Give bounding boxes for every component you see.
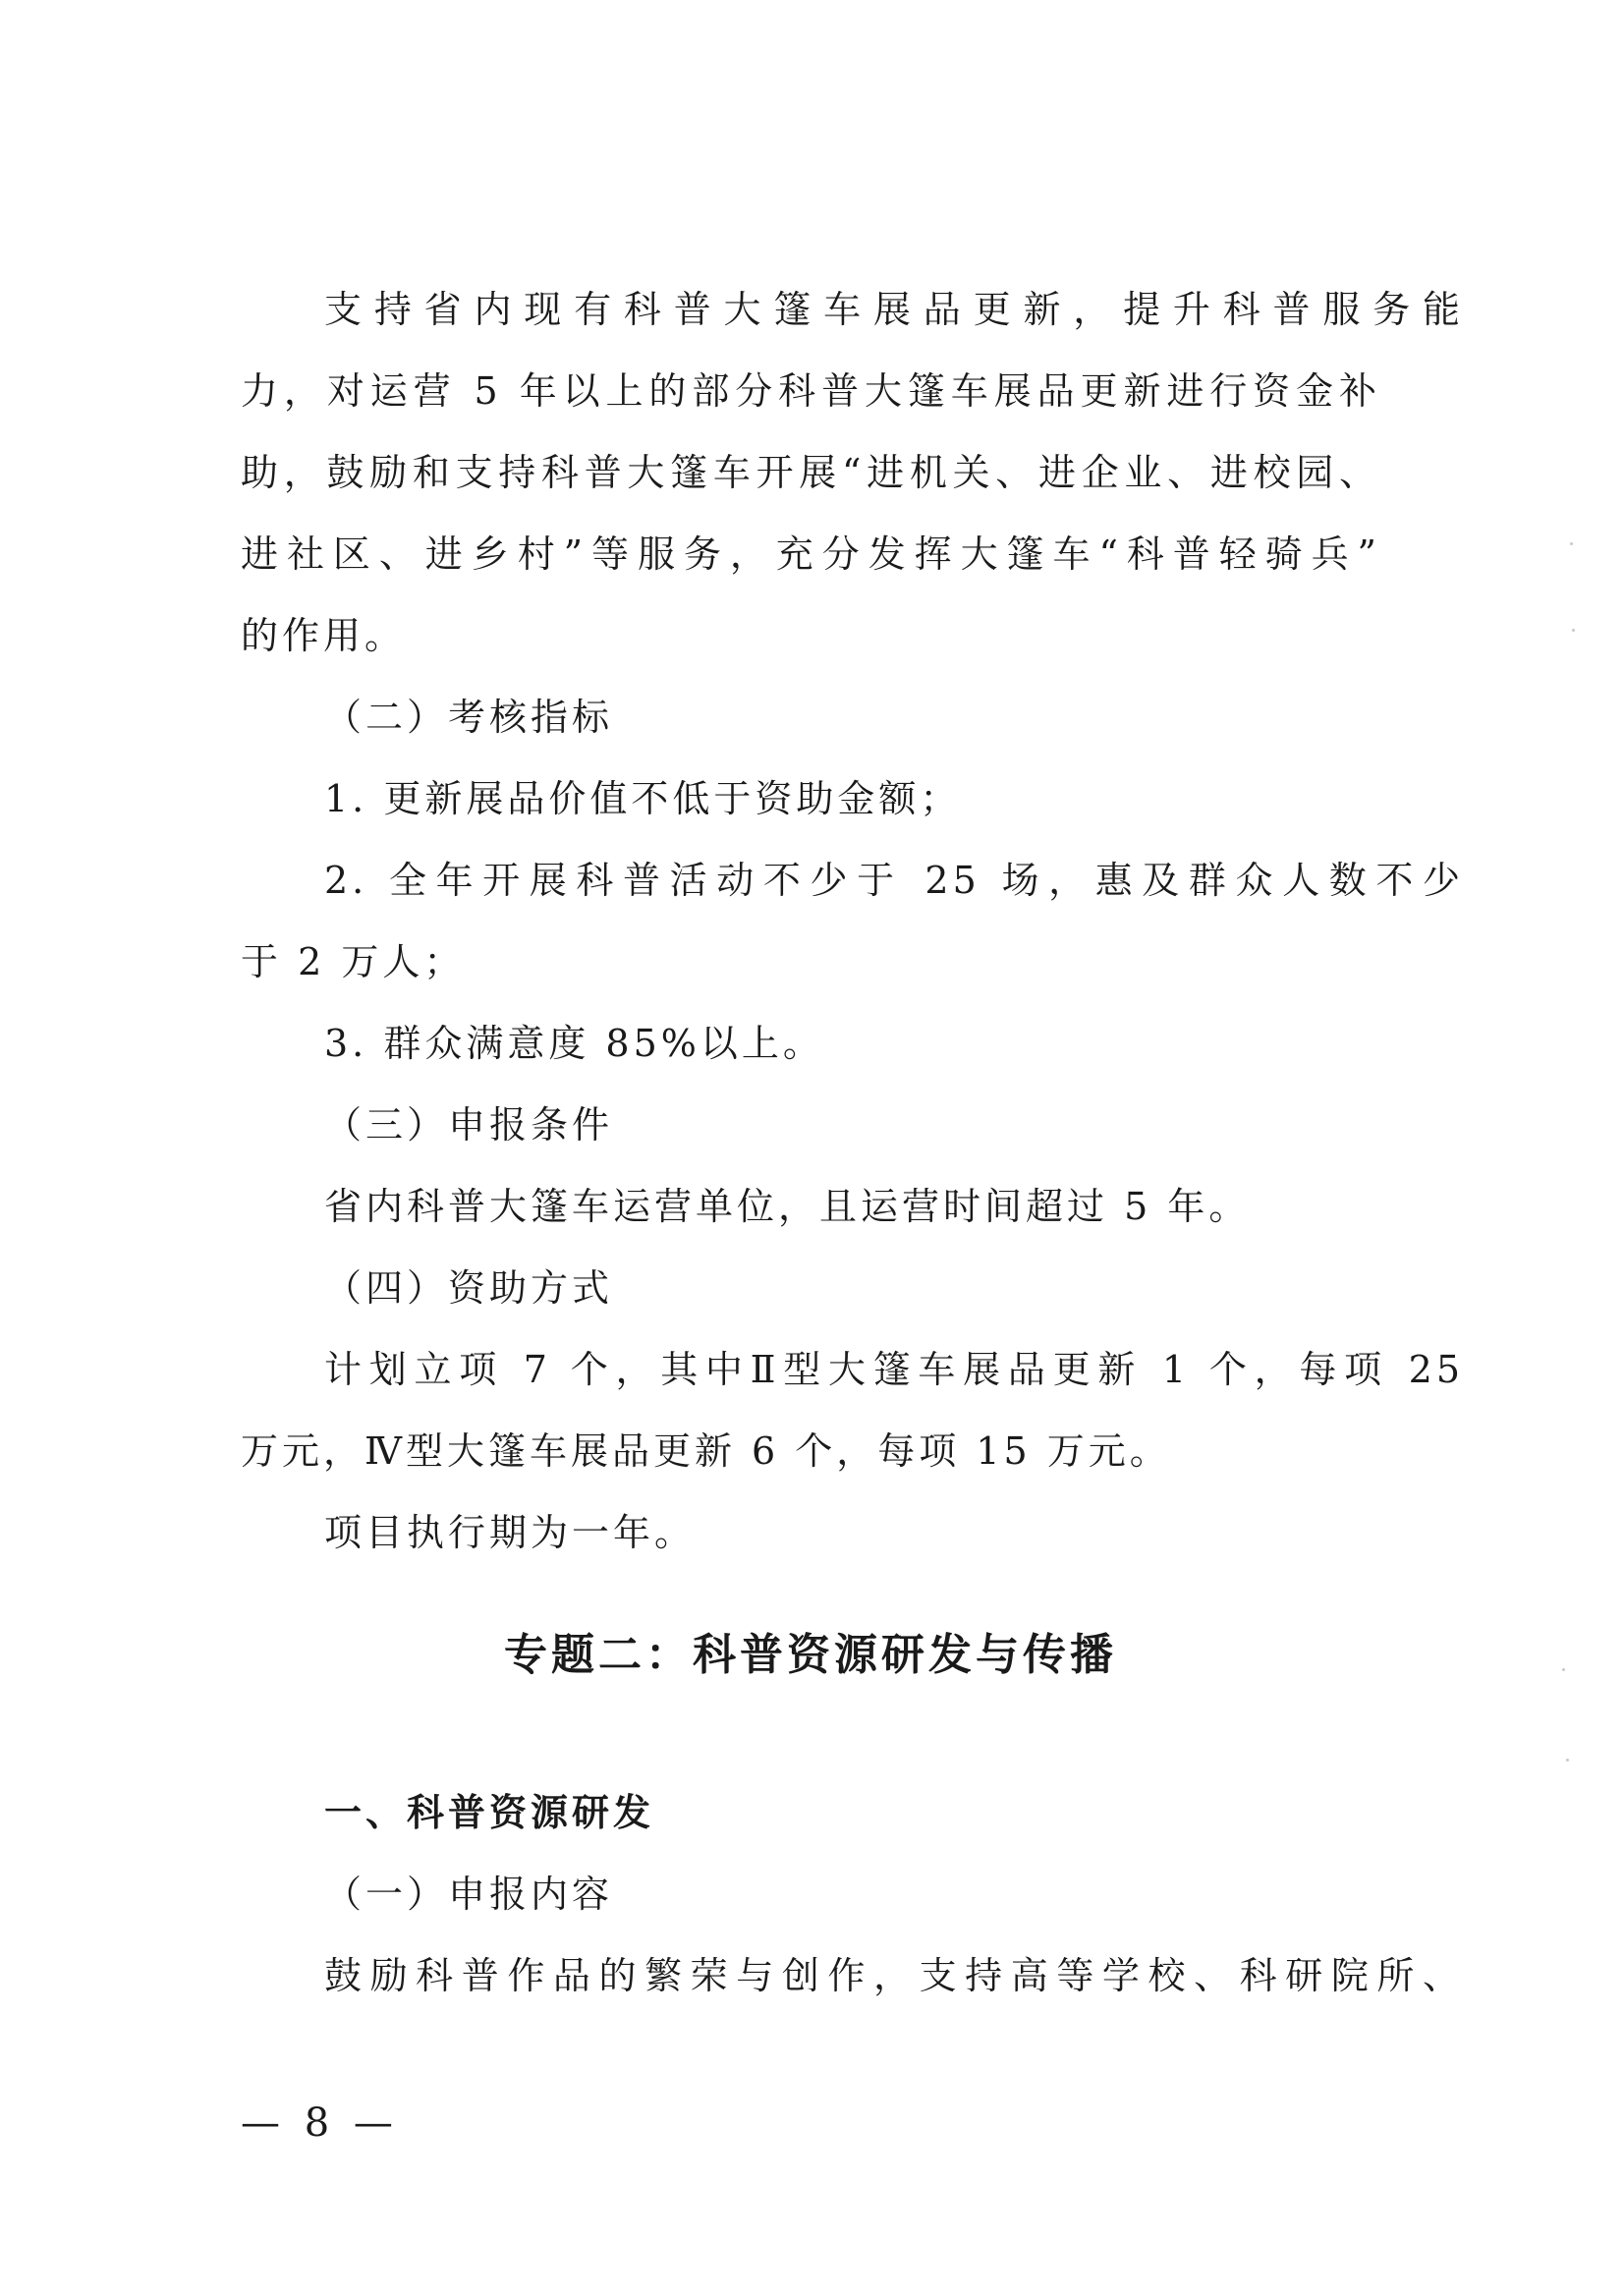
paragraph-line: 助，鼓励和支持科普大篷车开展“进机关、进企业、进校园、 <box>241 451 1380 494</box>
page-number: — 8 — <box>241 2100 399 2146</box>
paragraph-line: 鼓励科普作品的繁荣与创作，支持高等学校、科研院所、 <box>324 1954 1464 1997</box>
list-item: 1. 更新展品价值不低于资助金额； <box>324 777 962 820</box>
subheading-funding: （四）资助方式 <box>324 1266 614 1310</box>
paragraph-line: 计划立项 7 个，其中Ⅱ型大篷车展品更新 1 个，每项 25 <box>324 1348 1464 1391</box>
paragraph-line: 万元，Ⅳ型大篷车展品更新 6 个，每项 15 万元。 <box>241 1429 1171 1473</box>
list-item: 3. 群众满意度 85%以上。 <box>324 1022 824 1065</box>
list-item-continued: 于 2 万人； <box>241 940 466 983</box>
scan-speck <box>1566 1759 1569 1762</box>
list-item: 2. 全年开展科普活动不少于 25 场，惠及群众人数不少 <box>324 859 1464 902</box>
paragraph-line: 力，对运营 5 年以上的部分科普大篷车展品更新进行资金补 <box>241 369 1380 413</box>
paragraph-line: 项目执行期为一年。 <box>324 1511 697 1554</box>
subheading-conditions: （三）申报条件 <box>324 1103 614 1147</box>
subheading-content: （一）申报内容 <box>324 1873 614 1916</box>
topic-title: 专题二：科普资源研发与传播 <box>504 1630 1117 1680</box>
paragraph-line: 的作用。 <box>241 614 407 657</box>
section-heading: 一、科普资源研发 <box>324 1790 655 1834</box>
paragraph-line: 支持省内现有科普大篷车展品更新，提升科普服务能 <box>324 288 1464 331</box>
scan-speck <box>1562 1668 1565 1671</box>
paragraph-line: 进社区、进乡村”等服务，充分发挥大篷车“科普轻骑兵” <box>241 532 1380 576</box>
scan-speck <box>1572 629 1575 632</box>
scan-speck <box>1570 542 1573 545</box>
subheading-assessment: （二）考核指标 <box>324 696 614 739</box>
paragraph-line: 省内科普大篷车运营单位，且运营时间超过 5 年。 <box>324 1185 1251 1228</box>
